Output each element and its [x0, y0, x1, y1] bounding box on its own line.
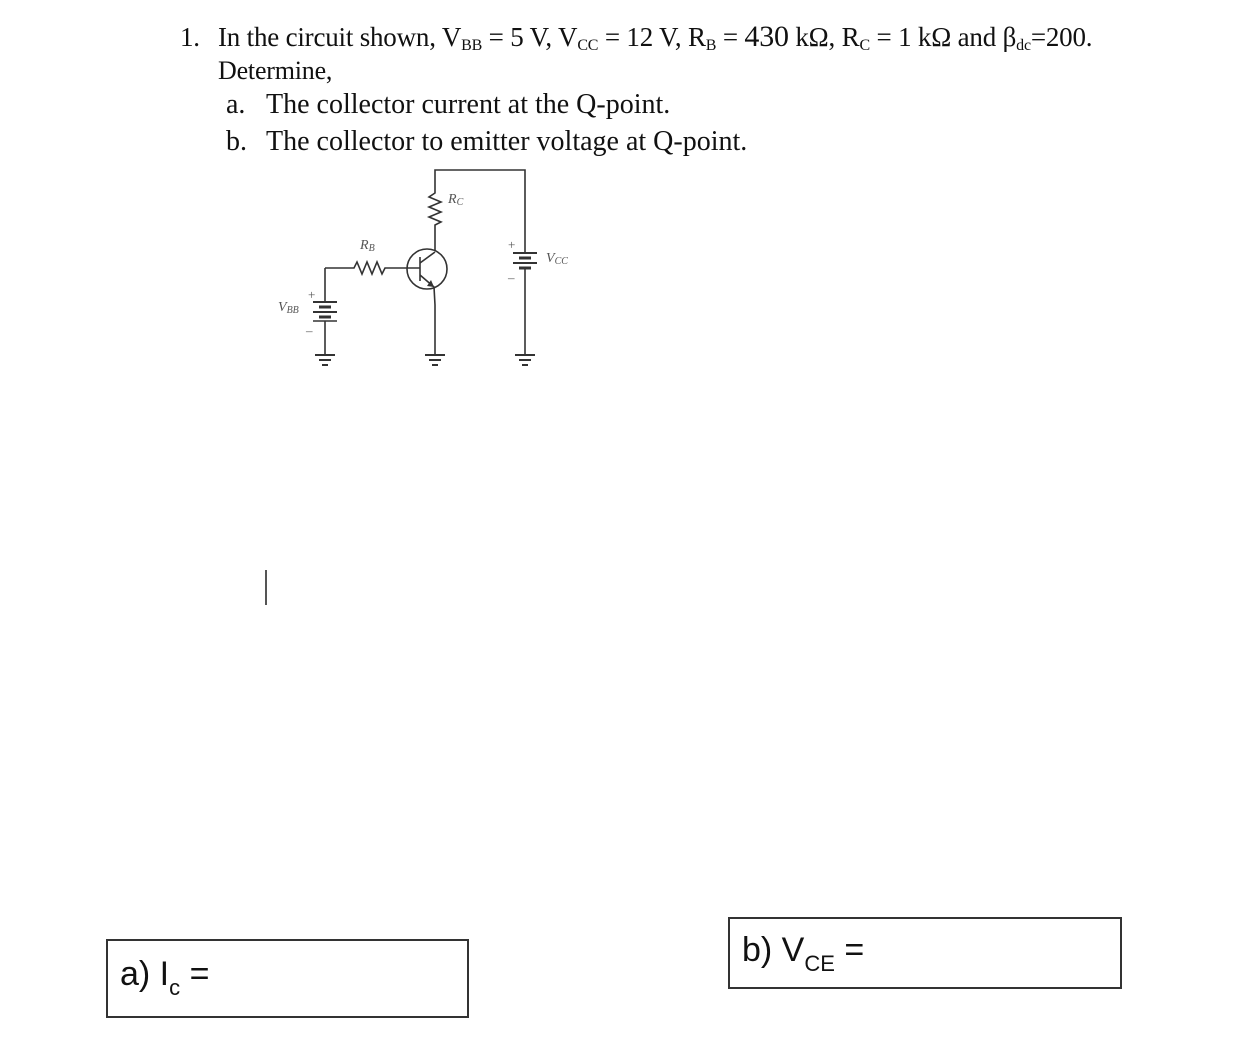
rc-resistor [429, 173, 441, 251]
vbb-plus: + [308, 287, 316, 302]
ground-symbol [515, 355, 535, 365]
answer-box-vce[interactable]: b) $V_{CE}$ = [728, 917, 1122, 989]
text-cursor [265, 570, 267, 605]
part-b: b. The collector to emitter voltage at Q-point. [226, 126, 748, 157]
ground-symbol [315, 355, 335, 365]
vbb-label: VBB [278, 300, 299, 316]
ground-symbol [425, 355, 445, 365]
question-number: 1. [180, 22, 200, 52]
circuit-diagram [270, 165, 590, 380]
vcc-battery [513, 253, 537, 268]
vbb-minus: – [306, 323, 313, 338]
vbb-battery [313, 302, 337, 321]
question-line: 1. In the circuit shown, $V_{BB} = 5$ V, $V_{CC} = 12$ V, $R_B = 430$ kΩ, $R_C = 1$ kΩ and $\beta_{dc}=200$. [180, 20, 1093, 54]
vcc-plus: + [508, 237, 516, 252]
answer-box-ic[interactable]: a) $I_c$ = [106, 939, 469, 1018]
rb-value: 430 [744, 20, 789, 53]
question-intro: In the circuit shown, [218, 22, 442, 52]
part-a: a. The collector current at the Q-point. [226, 89, 671, 120]
rc-label: RC [448, 192, 464, 208]
vcc-minus: – [508, 270, 515, 285]
transistor-symbol [407, 249, 447, 289]
rb-label: RB [360, 238, 375, 254]
rb-resistor [325, 262, 420, 274]
determine-text: Determine, [218, 56, 333, 85]
vcc-label: VCC [546, 251, 568, 267]
